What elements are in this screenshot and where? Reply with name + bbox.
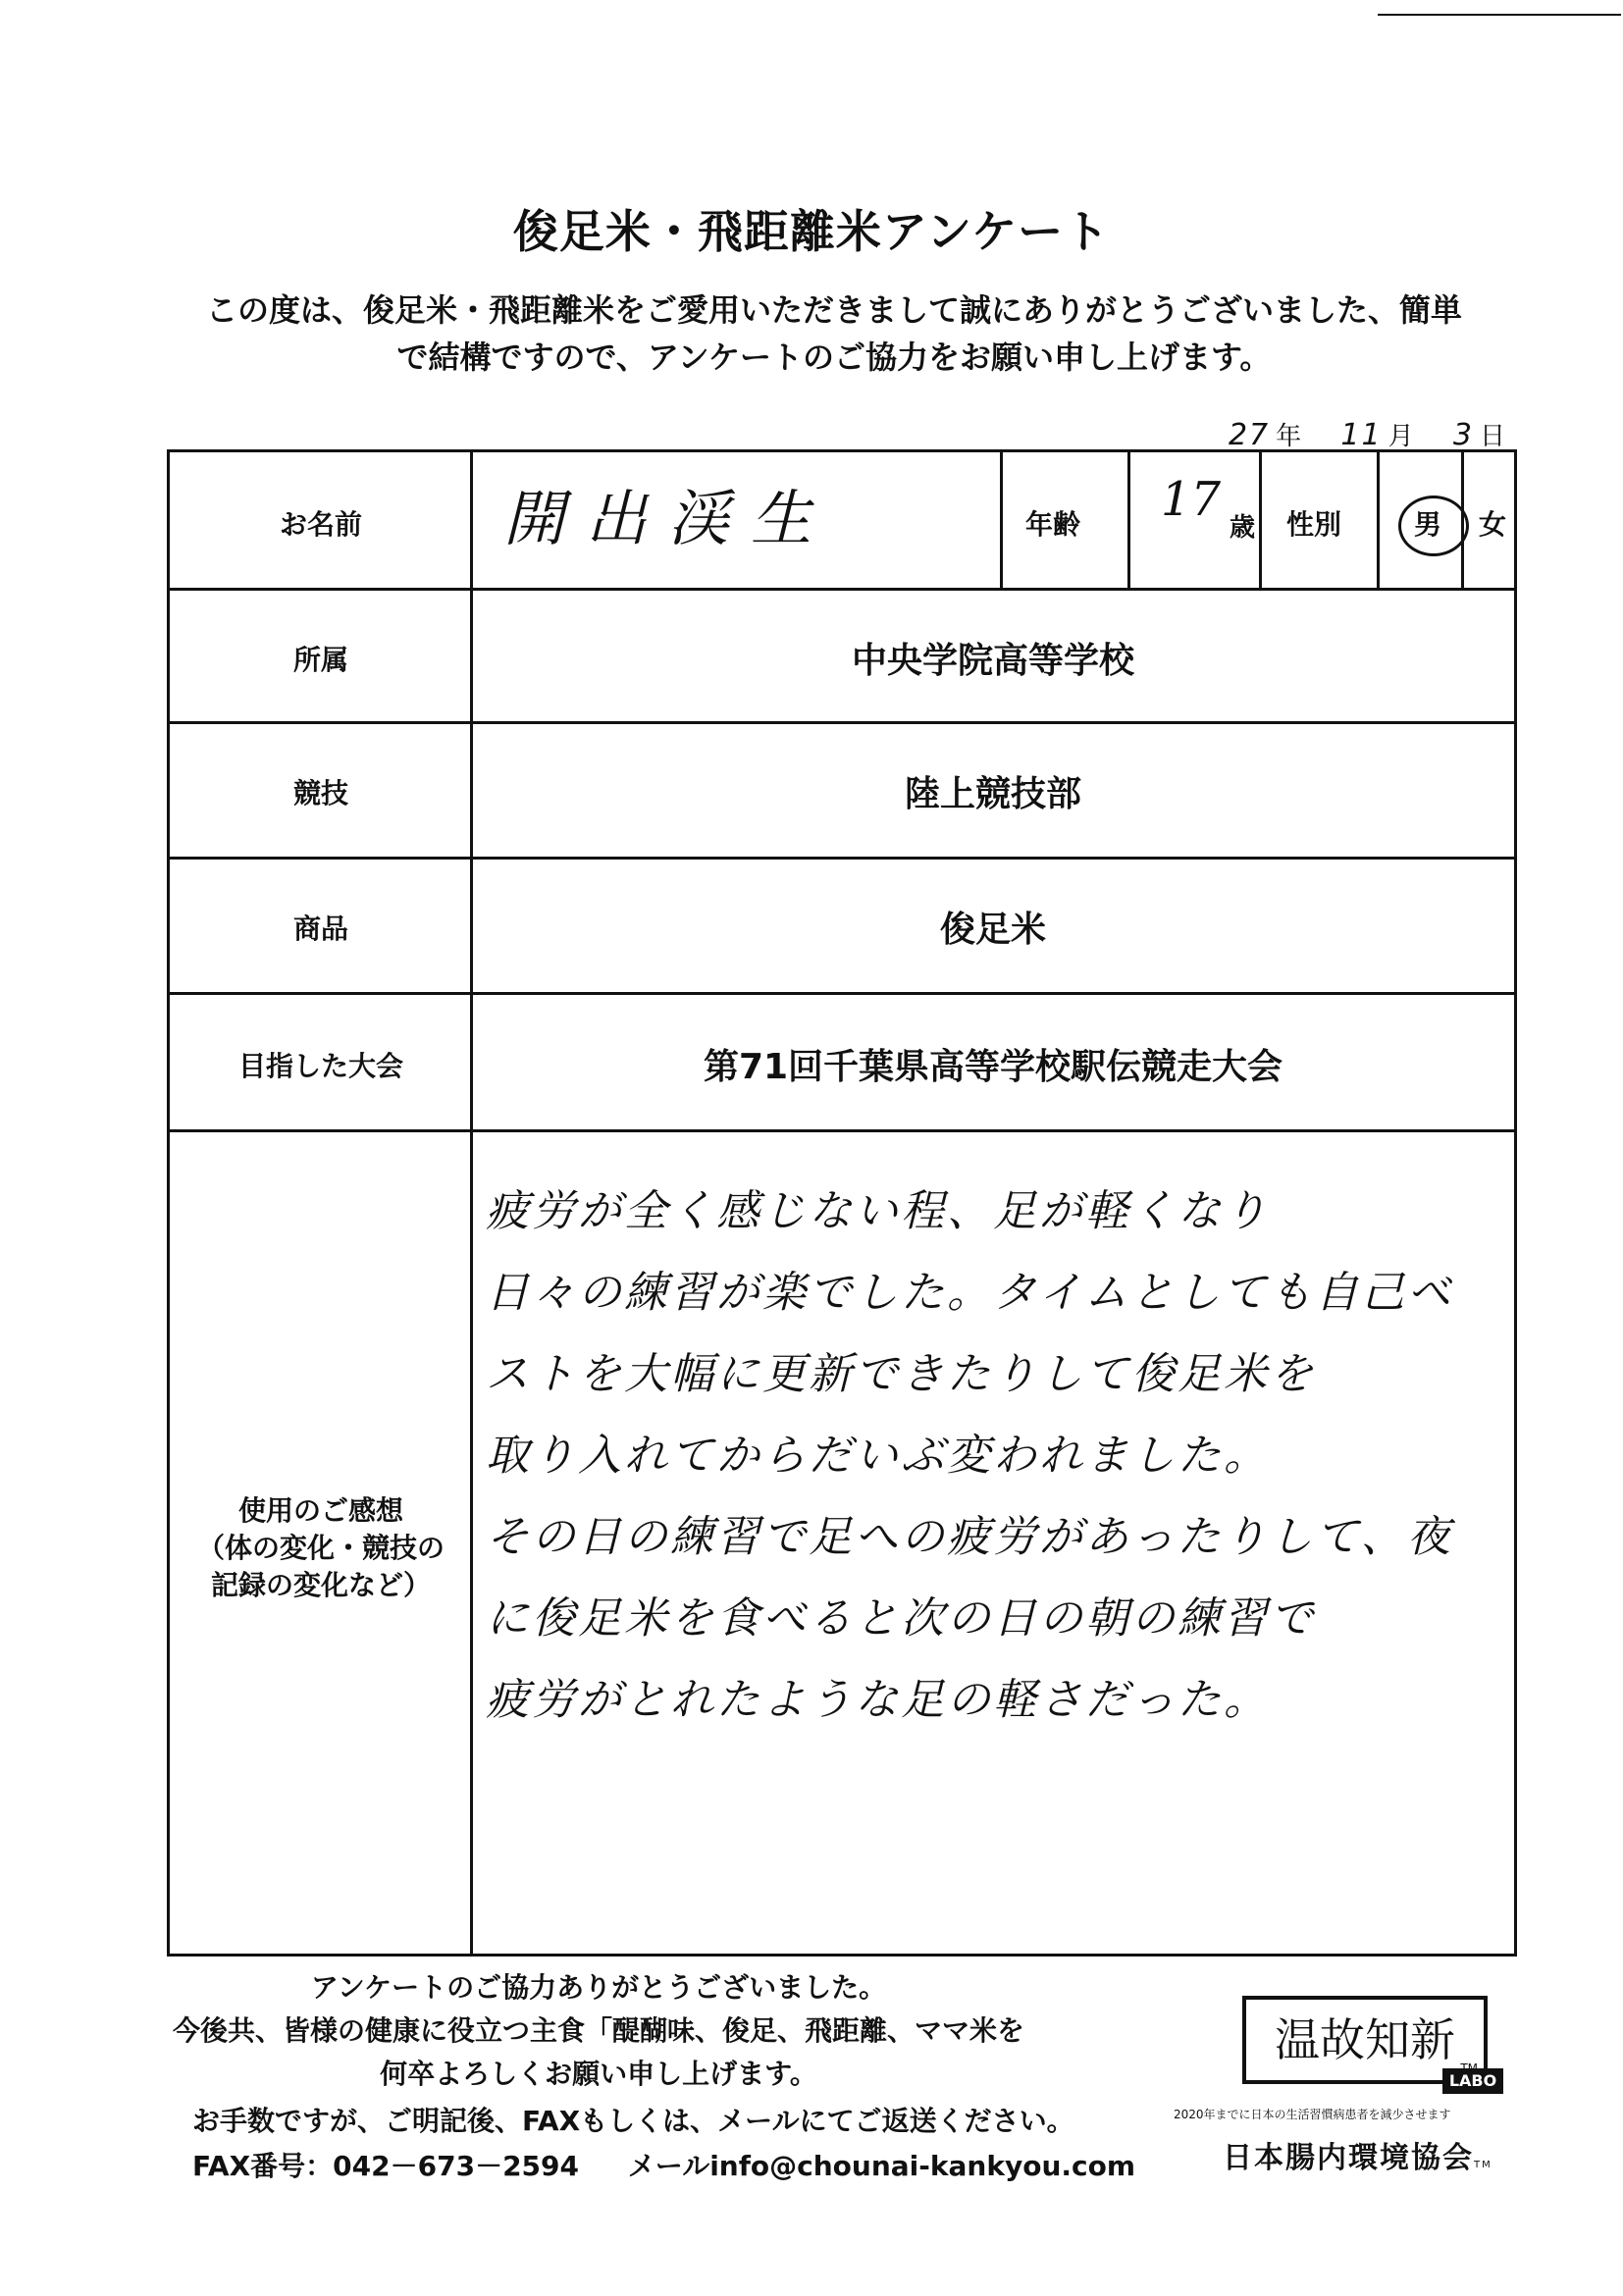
date-year-unit: 年	[1276, 422, 1304, 451]
row-divider	[170, 992, 1514, 995]
row-divider	[170, 1129, 1514, 1132]
name-field[interactable]: 開出渓生	[503, 483, 834, 554]
logo-labo-badge: LABO	[1442, 2068, 1503, 2094]
thanks-line-2: 今後共、皆様の健康に役立つ主食「醍醐味、俊足、飛距離、ママ米を	[172, 2014, 1024, 2047]
top-edge-line	[1378, 14, 1621, 16]
impressions-label-line-1: 使用のご感想	[237, 1494, 403, 1527]
impressions-line: 疲労がとれたような足の軽さだった。	[486, 1675, 1270, 1725]
logo-text: 温故知新	[1275, 2013, 1455, 2066]
age-header-divider	[1127, 452, 1130, 588]
row-divider	[170, 857, 1514, 860]
survey-date	[1229, 416, 1507, 452]
thanks-line-3: 何卒よろしくお願い申し上げます。	[380, 2058, 817, 2090]
fax-number: FAX番号：042－673－2594	[192, 2150, 579, 2182]
date-day-unit: 日	[1479, 422, 1507, 451]
name-age-divider	[1000, 452, 1003, 588]
name-label: お名前	[279, 508, 362, 541]
return-instructions: お手数ですが、ご明記後、FAXもしくは、メールにてご返送ください。	[192, 2105, 1074, 2137]
impressions-line: 日々の練習が楽でした。タイムとしても自己ベ	[486, 1268, 1454, 1318]
age-unit: 歳	[1230, 513, 1256, 543]
organization-name-text: 日本腸内環境協会	[1223, 2141, 1474, 2175]
affiliation-label: 所属	[292, 644, 348, 676]
intro-line-1: この度は、俊足米・飛距離米をご愛用いただきまして誠にありがとうございました、簡単	[205, 291, 1462, 329]
gender-label: 性別	[1286, 508, 1342, 541]
gender-option-female[interactable]: 女	[1479, 508, 1507, 541]
date-month-unit: 月	[1387, 422, 1416, 451]
product-label: 商品	[292, 913, 348, 945]
contact-info	[192, 2145, 1175, 2184]
impressions-field[interactable]	[486, 1171, 1506, 1741]
impressions-label-line-2: （体の変化・競技の	[196, 1532, 445, 1564]
intro-line-2: で結構ですので、アンケートのご協力をお願い申し上げます。	[396, 339, 1272, 376]
impressions-line: ストを大幅に更新できたりして俊足米を	[486, 1349, 1316, 1399]
impressions-line: その日の練習で足への疲労があったりして、夜	[486, 1512, 1453, 1562]
email-address[interactable]: メールinfo@chounai-kankyou.com	[627, 2150, 1136, 2182]
organization-tm: TM	[1474, 2160, 1492, 2170]
row-divider	[170, 721, 1514, 724]
sport-field[interactable]: 陸上競技部	[904, 774, 1081, 814]
age-field[interactable]: 17	[1161, 472, 1222, 527]
gender-option-male[interactable]: 男	[1414, 508, 1442, 541]
impressions-line: 取り入れてからだいぶ変われました。	[486, 1431, 1270, 1481]
sport-label: 競技	[292, 777, 348, 809]
logo-tagline: 2020年までに日本の生活習慣病患者を減少させます	[1174, 2108, 1451, 2121]
gender-header-divider	[1377, 452, 1380, 588]
impressions-line: に俊足米を食べると次の日の朝の練習で	[486, 1593, 1316, 1644]
date-day: 3	[1452, 418, 1474, 452]
impressions-line: 疲労が全く感じない程、足が軽くなり	[486, 1186, 1270, 1236]
age-label: 年齢	[1025, 508, 1081, 541]
organization-name	[1223, 2133, 1492, 2176]
date-year: 27	[1228, 418, 1271, 452]
product-field[interactable]: 俊足米	[939, 910, 1046, 950]
date-month: 11	[1340, 418, 1383, 452]
row-divider	[170, 588, 1514, 591]
impressions-label	[170, 1492, 472, 1604]
intro-text	[177, 287, 1492, 381]
affiliation-field[interactable]: 中央学院高等学校	[851, 641, 1134, 681]
survey-form	[167, 449, 1517, 1957]
impressions-label-line-3: 記録の変化など）	[210, 1569, 431, 1601]
thanks-message	[157, 1966, 1040, 2096]
goal-field[interactable]: 第71回千葉県高等学校駅伝競走大会	[703, 1047, 1283, 1087]
age-gender-divider	[1259, 452, 1262, 588]
goal-label: 目指した大会	[237, 1050, 403, 1082]
thanks-line-1: アンケートのご協力ありがとうございました。	[310, 1971, 887, 2004]
page-title: 俊足米・飛距離米アンケート	[512, 205, 1111, 258]
